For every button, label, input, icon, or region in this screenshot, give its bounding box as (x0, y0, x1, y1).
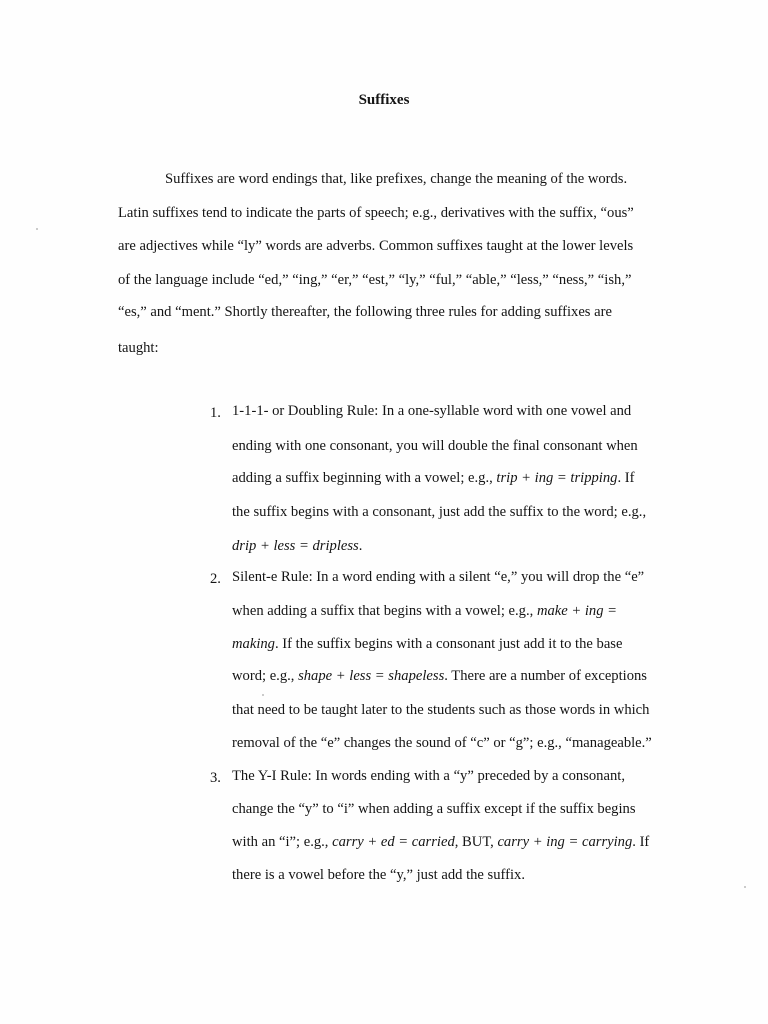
rule-text: . There are a number of exceptions (444, 668, 647, 684)
intro-line: taught: (118, 340, 159, 356)
rule-example: carry + ing = carrying (497, 834, 633, 850)
rule-line (232, 568, 644, 586)
rule-text: . If (632, 834, 650, 850)
rule-text: the suffix begins with a consonant, just add the suffix to the word; e.g., (232, 504, 647, 520)
rule-example: making (232, 636, 275, 652)
rule-text: adding a suffix beginning with a vowel; e.g., (232, 470, 497, 486)
rule-number: 2. (210, 571, 221, 587)
rule-line (232, 503, 646, 521)
rule-example: trip + ing = tripping (496, 470, 618, 486)
intro-line: “es,” and “ment.” Shortly thereafter, the following three rules for adding suffixes are (118, 304, 612, 320)
rule-example: shape + less = shapeless (298, 668, 445, 684)
rule-text: . If the suffix begins with a consonant just add it to the base (274, 636, 623, 652)
rule-text: there is a vowel before the “y,” just add the suffix. (232, 867, 525, 883)
rule-number: 1. (210, 405, 221, 421)
rule-text: word; e.g., (232, 668, 299, 684)
intro-line: are adjectives while “ly” words are adverbs. Common suffixes taught at the lower levels (118, 238, 634, 254)
rule-line (232, 800, 636, 818)
rule-text: change the “y” to “i” when adding a suffix except if the suffix begins (232, 801, 636, 817)
rule-line (232, 767, 625, 785)
rule-text: with an “i”; e.g., (232, 834, 333, 850)
intro-line: of the language include “ed,” “ing,” “er,” “est,” “ly,” “ful,” “able,” “less,” “ness,” “ish,” (118, 272, 632, 288)
intro-line: Suffixes are word endings that, like prefixes, change the meaning of the words. (165, 171, 628, 187)
rule-line (232, 734, 652, 752)
rule-line (232, 667, 647, 685)
rule-text: . (358, 538, 363, 554)
rule-line (232, 402, 631, 420)
rule-text: . If (617, 470, 635, 486)
rule-text: ending with one consonant, you will double the final consonant when (232, 438, 638, 454)
page-title: Suffixes (358, 92, 410, 108)
intro-line: Latin suffixes tend to indicate the parts of speech; e.g., derivatives with the suffix, “ous” (118, 205, 634, 221)
rule-line (232, 537, 362, 555)
rule-text: 1-1-1- or Doubling Rule: In a one-syllable word with one vowel and (232, 403, 632, 419)
rule-example: carry + ed = carried (332, 834, 455, 850)
rule-line (232, 701, 649, 719)
scan-speck (744, 886, 746, 888)
rule-text: that need to be taught later to the students such as those words in which (232, 702, 650, 718)
rule-line (232, 469, 635, 487)
rule-text: when adding a suffix that begins with a vowel; e.g., (232, 603, 537, 619)
scan-speck (36, 228, 38, 230)
rule-text: removal of the “e” changes the sound of “c” or “g”; e.g., “manageable.” (232, 735, 652, 751)
rule-text: , BUT, (454, 834, 498, 850)
rule-line (232, 635, 622, 653)
rule-text: The Y-I Rule: In words ending with a “y” preceded by a consonant, (232, 768, 625, 784)
rule-line (232, 833, 649, 851)
rule-number: 3. (210, 770, 221, 786)
rule-line (232, 602, 617, 620)
rule-example: drip + less = dripless (232, 538, 359, 554)
rule-line (232, 866, 525, 884)
rule-example: make + ing = (536, 603, 618, 619)
rule-text: Silent-e Rule: In a word ending with a silent “e,” you will drop the “e” (232, 569, 645, 585)
rule-line (232, 437, 638, 455)
scan-speck (262, 694, 264, 696)
